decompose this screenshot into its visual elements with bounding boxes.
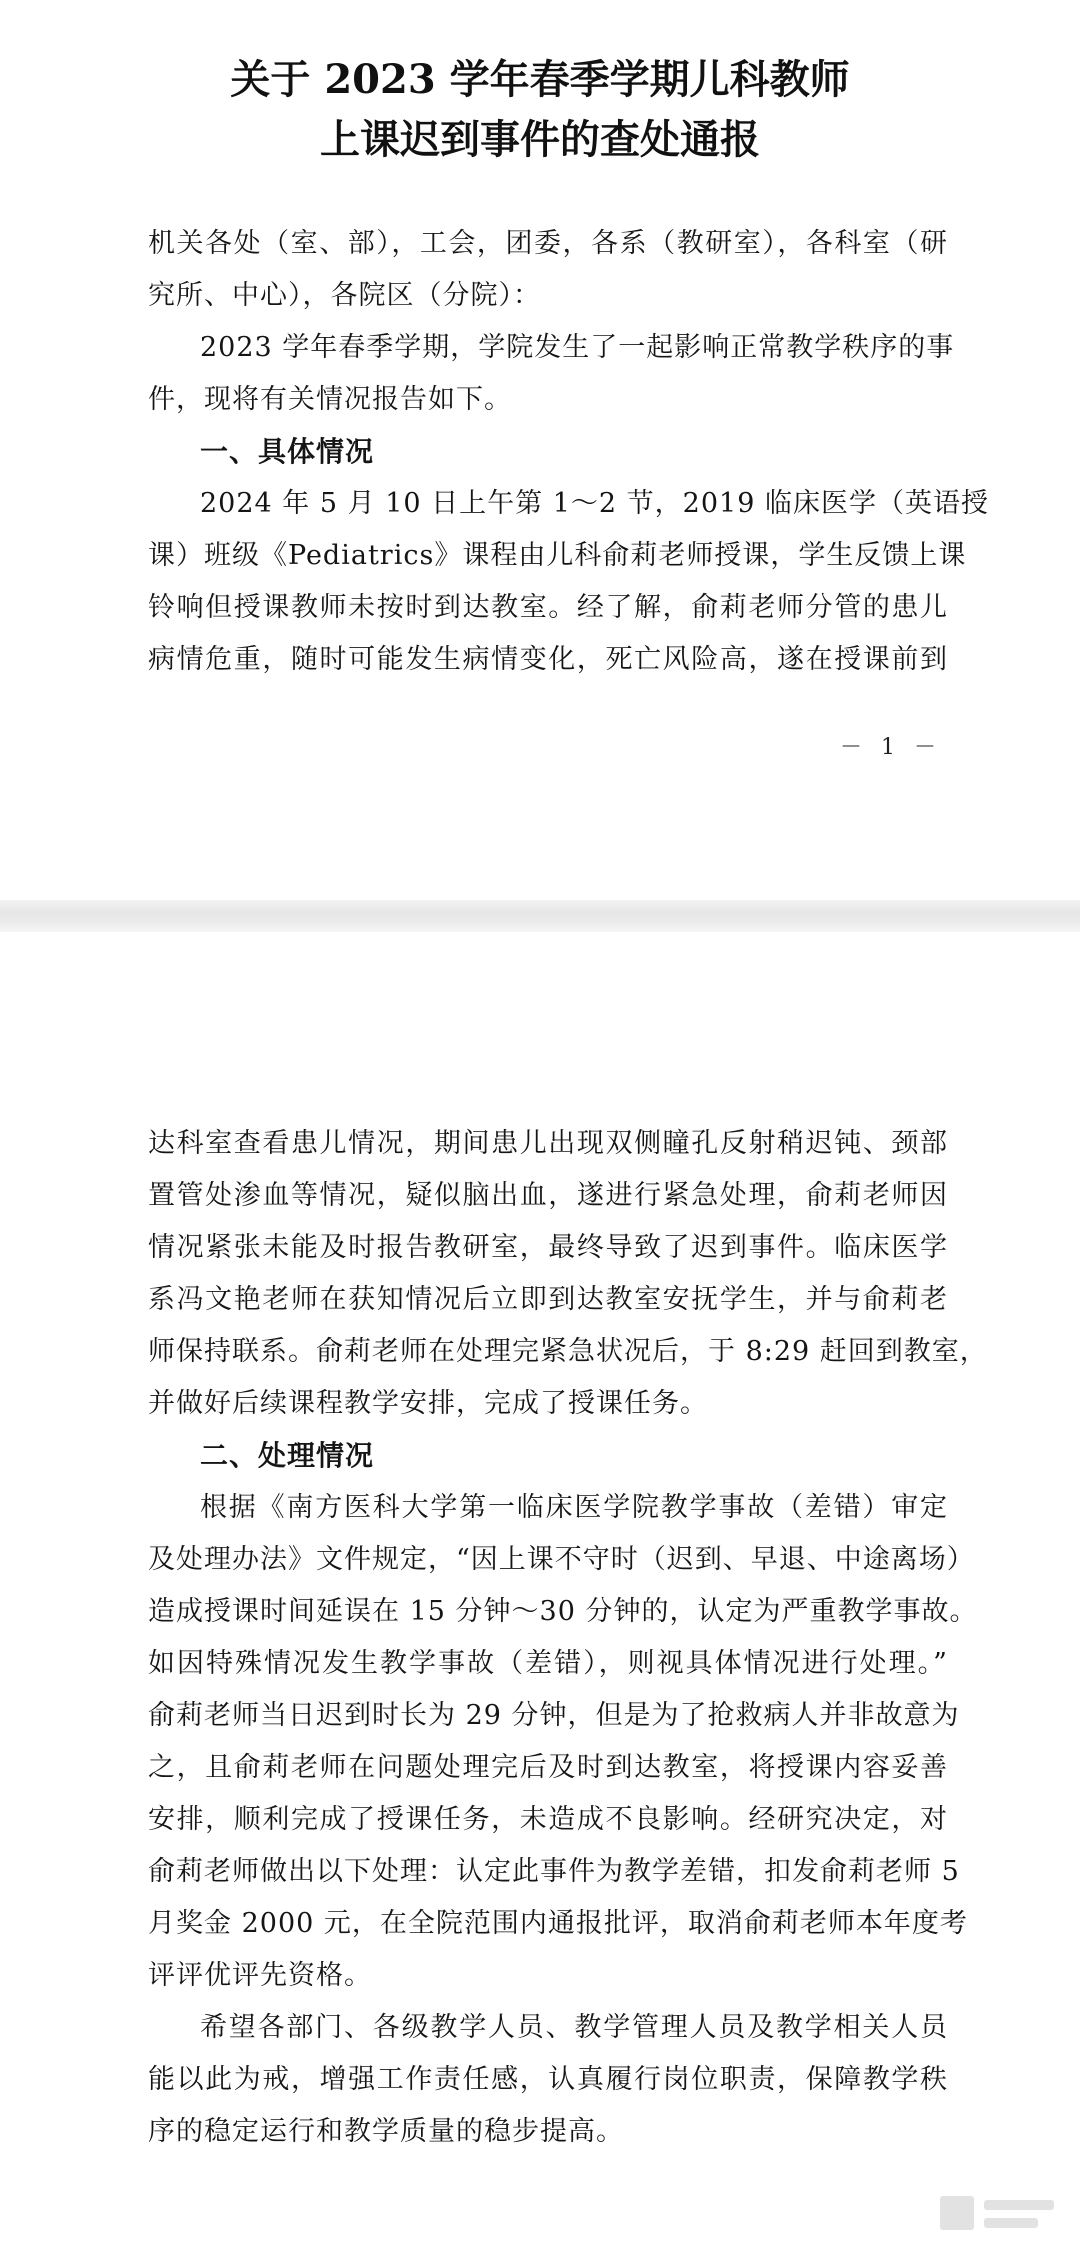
watermark-logo	[940, 2190, 1060, 2238]
section-heading-2: 二、处理情况	[200, 1439, 375, 1472]
body-line: 造成授课时间延误在 15 分钟～30 分钟的，认定为严重教学事故。	[148, 1596, 978, 1627]
body-line: 并做好后续课程教学安排，完成了授课任务。	[148, 1388, 708, 1419]
document-page-1	[0, 0, 1080, 900]
section-heading-1: 一、具体情况	[200, 435, 375, 468]
page-number: － 1 －	[840, 735, 942, 760]
body-line: 件，现将有关情况报告如下。	[148, 384, 512, 415]
document-title-line-2: 上课迟到事件的查处通报	[320, 116, 760, 163]
body-line: 希望各部门、各级教学人员、教学管理人员及教学相关人员	[200, 2012, 948, 2043]
body-line: 月奖金 2000 元，在全院范围内通报批评，取消俞莉老师本年度考	[148, 1908, 968, 1939]
body-line: 之，且俞莉老师在问题处理完后及时到达教室，将授课内容妥善	[148, 1752, 948, 1783]
body-line: 2023 学年春季学期，学院发生了一起影响正常教学秩序的事	[200, 332, 955, 363]
body-line: 系冯文艳老师在获知情况后立即到达教室安抚学生，并与俞莉老	[148, 1284, 948, 1315]
body-line: 置管处渗血等情况，疑似脑出血，遂进行紧急处理，俞莉老师因	[148, 1180, 948, 1211]
body-line: 2024 年 5 月 10 日上午第 1～2 节，2019 临床医学（英语授	[200, 488, 989, 519]
body-line: 根据《南方医科大学第一临床医学院教学事故（差错）审定	[200, 1492, 948, 1523]
body-line: 病情危重，随时可能发生病情变化，死亡风险高，遂在授课前到	[148, 644, 948, 675]
body-line: 师保持联系。俞莉老师在处理完紧急状况后，于 8:29 赶回到教室，	[148, 1336, 988, 1367]
body-line: 达科室查看患儿情况，期间患儿出现双侧瞳孔反射稍迟钝、颈部	[148, 1128, 948, 1159]
body-line: 铃响但授课教师未按时到达教室。经了解，俞莉老师分管的患儿	[148, 592, 948, 623]
page-separator	[0, 900, 1080, 932]
body-line: 及处理办法》文件规定，“因上课不守时（迟到、早退、中途离场）	[148, 1544, 975, 1575]
body-line: 情况紧张未能及时报告教研室，最终导致了迟到事件。临床医学	[148, 1232, 948, 1263]
body-line: 俞莉老师做出以下处理：认定此事件为教学差错，扣发俞莉老师 5	[148, 1856, 960, 1887]
body-line: 安排，顺利完成了授课任务，未造成不良影响。经研究决定，对	[148, 1804, 948, 1835]
body-line: 评评优评先资格。	[148, 1960, 372, 1991]
body-line: 能以此为戒，增强工作责任感，认真履行岗位职责，保障教学秩	[148, 2064, 948, 2095]
body-line: 序的稳定运行和教学质量的稳步提高。	[148, 2116, 624, 2147]
addressee-line-2: 究所、中心），各院区（分院）：	[148, 280, 541, 311]
addressee-line-1: 机关各处（室、部），工会，团委，各系（教研室），各科室（研	[148, 228, 948, 259]
body-line: 课）班级《Pediatrics》课程由儿科俞莉老师授课，学生反馈上课	[148, 540, 967, 571]
document-page-2	[0, 932, 1080, 2253]
document-title-line-1: 关于 2023 学年春季学期儿科教师	[230, 56, 850, 103]
body-line: 如因特殊情况发生教学事故（差错），则视具体情况进行处理。”	[148, 1648, 948, 1679]
body-line: 俞莉老师当日迟到时长为 29 分钟，但是为了抢救病人并非故意为	[148, 1700, 960, 1731]
